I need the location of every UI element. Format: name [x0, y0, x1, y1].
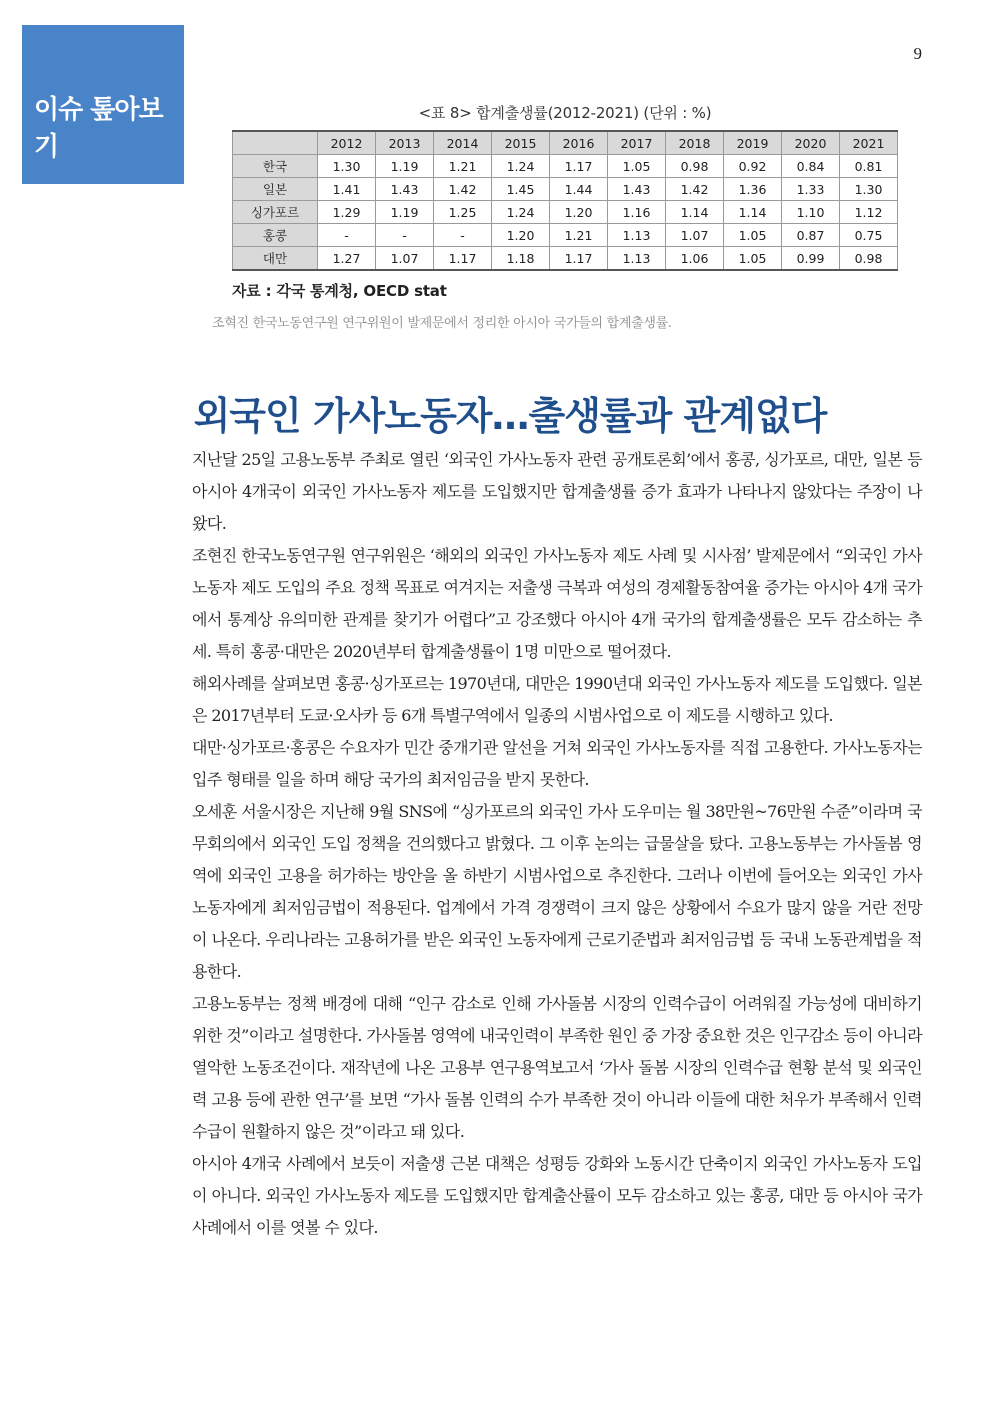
- row-label: 한국: [233, 155, 318, 178]
- article-paragraph: 아시아 4개국 사례에서 보듯이 저출생 근본 대책은 성평등 강화와 노동시간 단축이지 외국인 가사노동자 도입이 아니다. 외국인 가사노동자 제도를 도입했지만 합계출산률이 모두 감소하고 있는 홍콩, 대만 등 아시아 국가 사례에서 이를 엿볼 수 있다.: [192, 1154, 922, 1237]
- table-cell: -: [434, 224, 492, 247]
- column-header: 2012: [318, 131, 376, 155]
- table-cell: 1.25: [434, 201, 492, 224]
- table-cell: 1.10: [782, 201, 840, 224]
- table-cell: 1.27: [318, 247, 376, 271]
- table-cell: 1.17: [550, 155, 608, 178]
- column-header: 2018: [666, 131, 724, 155]
- table-cell: 1.45: [492, 178, 550, 201]
- table-cell: 1.05: [724, 247, 782, 271]
- table-cell: 0.84: [782, 155, 840, 178]
- article-paragraph: 해외사례를 살펴보면 홍콩·싱가포르는 1970년대, 대만은 1990년대 외국인 가사노동자 제도를 도입했다. 일본은 2017년부터 도쿄·오사카 등 6개 특별구역에서 일종의 시범사업으로 이 제도를 시행하고 있다.: [192, 674, 922, 725]
- page-number: 9: [913, 44, 922, 63]
- column-header: 2013: [376, 131, 434, 155]
- table-cell: 1.43: [608, 178, 666, 201]
- table-cell: 1.14: [666, 201, 724, 224]
- fertility-rate-table: [232, 130, 898, 271]
- table-cell: 1.20: [492, 224, 550, 247]
- row-label: 싱가포르: [233, 201, 318, 224]
- table-caption: <표 8> 합계출생률(2012-2021) (단위 : %): [418, 104, 712, 122]
- table-cell: 1.30: [318, 155, 376, 178]
- column-header: 2014: [434, 131, 492, 155]
- table-cell: 1.13: [608, 224, 666, 247]
- article-paragraph: 조현진 한국노동연구원 연구위원은 ‘해외의 외국인 가사노동자 제도 사례 및 시사점’ 발제문에서 “외국인 가사노동자 제도 도입의 주요 정책 목표로 여겨지는 저출생 극복과 여성의 경제활동참여율 증가는 아시아 4개 국가에서 통계상 유의미한 관계를 찾기가 어렵다”고 강조했다 아시아 4개 국가의 합계출생률은 모두 감소하는 추세. 특히 홍콩·대만은 2020년부터 합계출생률이 1명 미만으로 떨어졌다.: [192, 546, 922, 661]
- column-header: 2017: [608, 131, 666, 155]
- table-cell: 1.30: [840, 178, 898, 201]
- column-header: 2020: [782, 131, 840, 155]
- table-cell: 1.16: [608, 201, 666, 224]
- table-cell: 1.07: [376, 247, 434, 271]
- column-header: 2015: [492, 131, 550, 155]
- table-cell: 0.98: [840, 247, 898, 271]
- table-cell: 1.20: [550, 201, 608, 224]
- table-cell: 1.17: [434, 247, 492, 271]
- table-cell: 1.33: [782, 178, 840, 201]
- table-source: 자료 : 각국 통계청, OECD stat: [232, 282, 447, 300]
- image-caption: 조혁진 한국노동연구원 연구위원이 발제문에서 정리한 아시아 국가들의 합계출생률.: [212, 316, 672, 331]
- table-cell: 0.81: [840, 155, 898, 178]
- table-cell: 1.42: [434, 178, 492, 201]
- table-cell: 1.43: [376, 178, 434, 201]
- table-header-row: [233, 131, 898, 155]
- table-cell: 0.98: [666, 155, 724, 178]
- table-row: [233, 224, 898, 247]
- table-cell: 1.44: [550, 178, 608, 201]
- table-cell: 1.17: [550, 247, 608, 271]
- table-row: [233, 201, 898, 224]
- table-row: [233, 155, 898, 178]
- row-label: 일본: [233, 178, 318, 201]
- table-cell: 1.05: [724, 224, 782, 247]
- table-cell: 1.19: [376, 201, 434, 224]
- table-cell: 1.29: [318, 201, 376, 224]
- table-cell: 1.21: [434, 155, 492, 178]
- article-paragraph: 오세훈 서울시장은 지난해 9월 SNS에 “싱가포르의 외국인 가사 도우미는 월 38만원~76만원 수준”이라며 국무회의에서 외국인 도입 정책을 건의했다고 밝혔다. 그 이후 논의는 급물살을 탔다. 고용노동부는 가사돌봄 영역에 외국인 고용을 허가하는 방안을 올 하반기 시범사업으로 추진한다. 그러나 이번에 들어오는 외국인 가사 노동자에게 최저임금법이 적용된다. 업계에서 가격 경쟁력이 크지 않은 상황에서 수요가 많지 않을 거란 전망이 나온다. 우리나라는 고용허가를 받은 외국인 노동자에게 근로기준법과 최저임금법 등 국내 노동관계법을 적용한다.: [192, 802, 922, 981]
- section-tab: [22, 25, 184, 184]
- article-body: [192, 444, 922, 1244]
- table-cell: 1.13: [608, 247, 666, 271]
- article-headline: 외국인 가사노동자…출생률과 관계없다: [193, 394, 827, 439]
- table-cell: 1.41: [318, 178, 376, 201]
- table-cell: 1.12: [840, 201, 898, 224]
- table-cell: 0.75: [840, 224, 898, 247]
- row-label: 대만: [233, 247, 318, 271]
- table-cell: 1.24: [492, 155, 550, 178]
- table-cell: 0.87: [782, 224, 840, 247]
- table-cell: 0.92: [724, 155, 782, 178]
- table-cell: 1.14: [724, 201, 782, 224]
- table-cell: 1.42: [666, 178, 724, 201]
- table-row: [233, 247, 898, 271]
- table-cell: 1.21: [550, 224, 608, 247]
- table-cell: 1.06: [666, 247, 724, 271]
- article-paragraph: 지난달 25일 고용노동부 주최로 열린 ‘외국인 가사노동자 관련 공개토론회’에서 홍콩, 싱가포르, 대만, 일본 등 아시아 4개국이 외국인 가사노동자 제도를 도입했지만 합계출생률 증가 효과가 나타나지 않았다는 주장이 나왔다.: [192, 450, 922, 533]
- table-row: [233, 178, 898, 201]
- table-cell: 1.36: [724, 178, 782, 201]
- table-cell: 1.19: [376, 155, 434, 178]
- table-cell: 1.18: [492, 247, 550, 271]
- column-header: [233, 131, 318, 155]
- row-label: 홍콩: [233, 224, 318, 247]
- table-cell: 1.24: [492, 201, 550, 224]
- section-tab-label: 이슈 톺아보기: [34, 95, 163, 162]
- table-cell: 1.05: [608, 155, 666, 178]
- article-paragraph: 고용노동부는 정책 배경에 대해 “인구 감소로 인해 가사돌봄 시장의 인력수급이 어려워질 가능성에 대비하기 위한 것”이라고 설명한다. 가사돌봄 영역에 내국인력이 부족한 원인 중 가장 중요한 것은 인구감소 등이 아니라 열악한 노동조건이다. 재작년에 나온 고용부 연구용역보고서 ‘가사 돌봄 시장의 인력수급 현황 분석 및 외국인력 고용 등에 관한 연구’를 보면 “가사 돌봄 인력의 수가 부족한 것이 아니라 이들에 대한 처우가 부족해서 인력 수급이 원활하지 않은 것”이라고 돼 있다.: [192, 994, 922, 1141]
- column-header: 2016: [550, 131, 608, 155]
- table-cell: -: [318, 224, 376, 247]
- column-header: 2019: [724, 131, 782, 155]
- column-header: 2021: [840, 131, 898, 155]
- table-cell: -: [376, 224, 434, 247]
- article-paragraph: 대만·싱가포르·홍콩은 수요자가 민간 중개기관 알선을 거쳐 외국인 가사노동자를 직접 고용한다. 가사노동자는 입주 형태를 일을 하며 해당 국가의 최저임금을 받지 못한다.: [192, 738, 922, 789]
- table-cell: 0.99: [782, 247, 840, 271]
- table-cell: 1.07: [666, 224, 724, 247]
